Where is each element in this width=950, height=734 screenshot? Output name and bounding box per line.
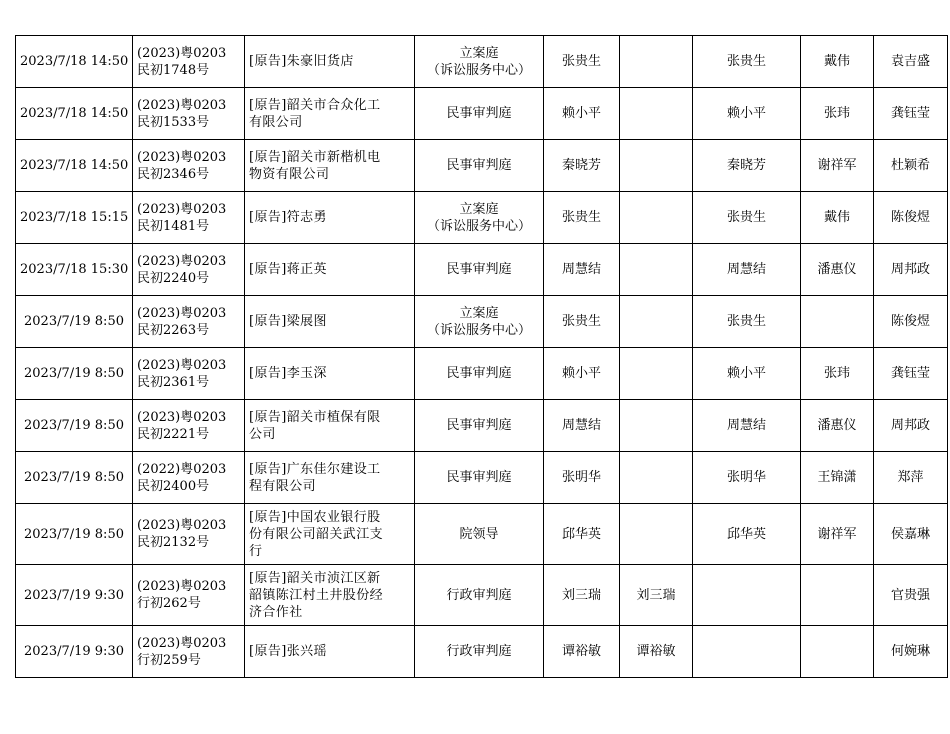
presiding-judge-cell: 张贵生 [693,192,801,244]
judge-cell: 张贵生 [544,296,620,348]
secondary-judge-cell [620,504,693,565]
party-cell-line: 份有限公司韶关武江支 [249,526,384,542]
clerk-cell: 杜颖希 [874,140,948,192]
department-cell-line: 院领导 [459,526,499,542]
hearing-time-cell: 2023/7/18 15:30 [16,244,133,296]
panel-member-cell: 王锦潇 [801,452,874,504]
table-row [16,400,948,452]
party-cell-line: [原告]蒋正英 [249,262,327,277]
judge-cell: 谭裕敏 [544,626,620,678]
department-cell-line: （诉讼服务中心） [426,322,531,338]
case-number-cell-line: 行初262号 [137,596,201,611]
department-cell-line: 民事审判庭 [446,158,512,173]
secondary-judge-cell [620,88,693,140]
judge-cell: 赖小平 [544,348,620,400]
department-cell [415,244,544,296]
department-cell-line: 行政审判庭 [446,644,512,659]
case-number-cell-line: 民初2263号 [137,322,210,338]
case-number-cell-line: (2023)粤0203 [137,253,227,269]
secondary-judge-cell [620,348,693,400]
secondary-judge-cell [620,192,693,244]
case-number-cell [133,88,245,140]
department-cell-line: 民事审判庭 [446,262,512,277]
secondary-judge-cell: 谭裕敏 [620,626,693,678]
case-number-cell-line: (2023)粤0203 [137,45,227,61]
party-cell-line: [原告]朱豪旧货店 [249,54,354,69]
party-cell [245,400,415,452]
panel-member-cell: 谢祥军 [801,140,874,192]
presiding-judge-cell [693,565,801,626]
department-cell [415,88,544,140]
clerk-cell: 陈俊煜 [874,296,948,348]
clerk-cell: 袁吉盛 [874,36,948,88]
judge-cell: 邱华英 [544,504,620,565]
clerk-cell: 陈俊煜 [874,192,948,244]
party-cell-line: 程有限公司 [249,478,317,494]
case-number-cell-line: 民初2221号 [137,426,210,442]
party-cell-line: [原告]广东佳尔建设工 [249,461,381,477]
party-cell-line: [原告]中国农业银行股 [249,509,381,525]
clerk-cell: 周邦政 [874,400,948,452]
clerk-cell: 侯嘉琳 [874,504,948,565]
panel-member-cell: 张玮 [801,88,874,140]
presiding-judge-cell: 邱华英 [693,504,801,565]
table-row [16,504,948,565]
case-number-cell-line: 民初2361号 [137,374,210,390]
department-cell-line: 民事审判庭 [446,470,512,485]
department-cell [415,348,544,400]
department-cell [415,504,544,565]
case-number-cell-line: 民初2132号 [137,535,210,550]
table-row [16,140,948,192]
table-row [16,244,948,296]
case-number-cell-line: (2023)粤0203 [137,97,227,113]
case-number-cell-line: 民初2240号 [137,270,210,286]
secondary-judge-cell [620,140,693,192]
hearing-time-cell: 2023/7/19 9:30 [16,565,133,626]
panel-member-cell [801,296,874,348]
presiding-judge-cell: 张明华 [693,452,801,504]
party-cell [245,626,415,678]
clerk-cell: 周邦政 [874,244,948,296]
case-number-cell [133,400,245,452]
case-number-cell-line: 民初2400号 [137,478,210,494]
presiding-judge-cell: 张贵生 [693,36,801,88]
department-cell-line: 民事审判庭 [446,106,512,121]
case-number-cell-line: (2023)粤0203 [137,305,227,321]
hearing-time-cell: 2023/7/19 8:50 [16,452,133,504]
department-cell-line: 民事审判庭 [446,418,512,433]
department-cell-line: 民事审判庭 [446,366,512,381]
panel-member-cell [801,565,874,626]
judge-cell: 张贵生 [544,36,620,88]
presiding-judge-cell: 赖小平 [693,348,801,400]
presiding-judge-cell: 周慧结 [693,244,801,296]
table-row [16,296,948,348]
party-cell-line: [原告]韶关市浈江区新 [249,570,381,586]
judge-cell: 周慧结 [544,244,620,296]
department-cell-line: （诉讼服务中心） [426,62,531,78]
secondary-judge-cell [620,296,693,348]
party-cell [245,88,415,140]
party-cell [245,140,415,192]
party-cell [245,565,415,626]
department-cell-line: 立案庭 [459,305,499,321]
party-cell-line: [原告]李玉深 [249,366,327,381]
case-number-cell-line: (2023)粤0203 [137,579,227,594]
clerk-cell: 官贵强 [874,565,948,626]
case-number-cell-line: (2023)粤0203 [137,149,227,165]
hearing-time-cell: 2023/7/19 8:50 [16,400,133,452]
case-number-cell [133,452,245,504]
department-cell-line: 立案庭 [459,201,499,217]
party-cell-line: [原告]符志勇 [249,210,327,225]
party-cell-line: 物资有限公司 [249,166,330,182]
presiding-judge-cell: 赖小平 [693,88,801,140]
panel-member-cell: 戴伟 [801,36,874,88]
clerk-cell: 何婉琳 [874,626,948,678]
case-number-cell [133,565,245,626]
party-cell-line: [原告]韶关市植保有限 [249,409,381,425]
party-cell-line: 行 [249,543,263,559]
case-number-cell [133,244,245,296]
hearing-time-cell: 2023/7/19 9:30 [16,626,133,678]
party-cell [245,244,415,296]
table-row [16,626,948,678]
party-cell [245,296,415,348]
department-cell [415,36,544,88]
table-row [16,348,948,400]
party-cell [245,36,415,88]
hearing-time-cell: 2023/7/19 8:50 [16,348,133,400]
secondary-judge-cell [620,244,693,296]
judge-cell: 赖小平 [544,88,620,140]
department-cell-line: （诉讼服务中心） [426,218,531,234]
party-cell-line: 公司 [249,426,276,442]
party-cell-line: 韶镇陈江村土井股份经 [249,587,384,603]
case-number-cell [133,504,245,565]
party-cell-line: [原告]张兴瑶 [249,644,327,659]
case-number-cell-line: (2023)粤0203 [137,635,227,651]
secondary-judge-cell [620,36,693,88]
clerk-cell: 龚钰莹 [874,88,948,140]
hearing-time-cell: 2023/7/18 14:50 [16,88,133,140]
secondary-judge-cell [620,452,693,504]
judge-cell: 秦晓芳 [544,140,620,192]
party-cell-line: 济合作社 [249,604,303,620]
hearing-time-cell: 2023/7/18 15:15 [16,192,133,244]
department-cell [415,452,544,504]
case-number-cell-line: (2023)粤0203 [137,518,227,533]
party-cell-line: [原告]韶关市合众化工 [249,97,381,113]
table-row [16,452,948,504]
case-number-cell-line: (2023)粤0203 [137,409,227,425]
case-number-cell [133,192,245,244]
panel-member-cell: 谢祥军 [801,504,874,565]
secondary-judge-cell: 刘三瑞 [620,565,693,626]
panel-member-cell: 潘惠仪 [801,400,874,452]
table-row [16,192,948,244]
presiding-judge-cell [693,626,801,678]
case-number-cell [133,36,245,88]
department-cell [415,140,544,192]
judge-cell: 张明华 [544,452,620,504]
party-cell-line: [原告]韶关市新楷机电 [249,149,381,165]
panel-member-cell: 戴伟 [801,192,874,244]
department-cell [415,565,544,626]
case-number-cell-line: (2023)粤0203 [137,357,227,373]
judge-cell: 张贵生 [544,192,620,244]
case-number-cell-line: 民初1748号 [137,62,210,78]
case-number-cell-line: 民初1533号 [137,114,210,130]
judge-cell: 刘三瑞 [544,565,620,626]
department-cell [415,400,544,452]
panel-member-cell: 潘惠仪 [801,244,874,296]
party-cell-line: [原告]梁展图 [249,314,327,329]
case-number-cell-line: (2023)粤0203 [137,201,227,217]
case-number-cell [133,348,245,400]
party-cell [245,452,415,504]
table-row [16,36,948,88]
hearing-schedule-table [15,35,948,678]
case-number-cell-line: (2022)粤0203 [137,461,227,477]
judge-cell: 周慧结 [544,400,620,452]
department-cell-line: 行政审判庭 [446,587,512,603]
panel-member-cell [801,626,874,678]
party-cell [245,504,415,565]
department-cell [415,296,544,348]
presiding-judge-cell: 秦晓芳 [693,140,801,192]
case-number-cell [133,140,245,192]
clerk-cell: 龚钰莹 [874,348,948,400]
case-number-cell-line: 民初1481号 [137,218,210,234]
presiding-judge-cell: 周慧结 [693,400,801,452]
secondary-judge-cell [620,400,693,452]
hearing-time-cell: 2023/7/18 14:50 [16,36,133,88]
party-cell [245,192,415,244]
clerk-cell: 郑萍 [874,452,948,504]
hearing-time-cell: 2023/7/19 8:50 [16,296,133,348]
case-number-cell [133,626,245,678]
case-number-cell-line: 行初259号 [137,652,201,668]
department-cell [415,626,544,678]
panel-member-cell: 张玮 [801,348,874,400]
hearing-time-cell: 2023/7/19 8:50 [16,504,133,565]
table-row [16,565,948,626]
case-number-cell-line: 民初2346号 [137,166,210,182]
department-cell-line: 立案庭 [459,45,499,61]
department-cell [415,192,544,244]
presiding-judge-cell: 张贵生 [693,296,801,348]
hearing-time-cell: 2023/7/18 14:50 [16,140,133,192]
case-number-cell [133,296,245,348]
table-row [16,88,948,140]
party-cell [245,348,415,400]
party-cell-line: 有限公司 [249,114,303,130]
